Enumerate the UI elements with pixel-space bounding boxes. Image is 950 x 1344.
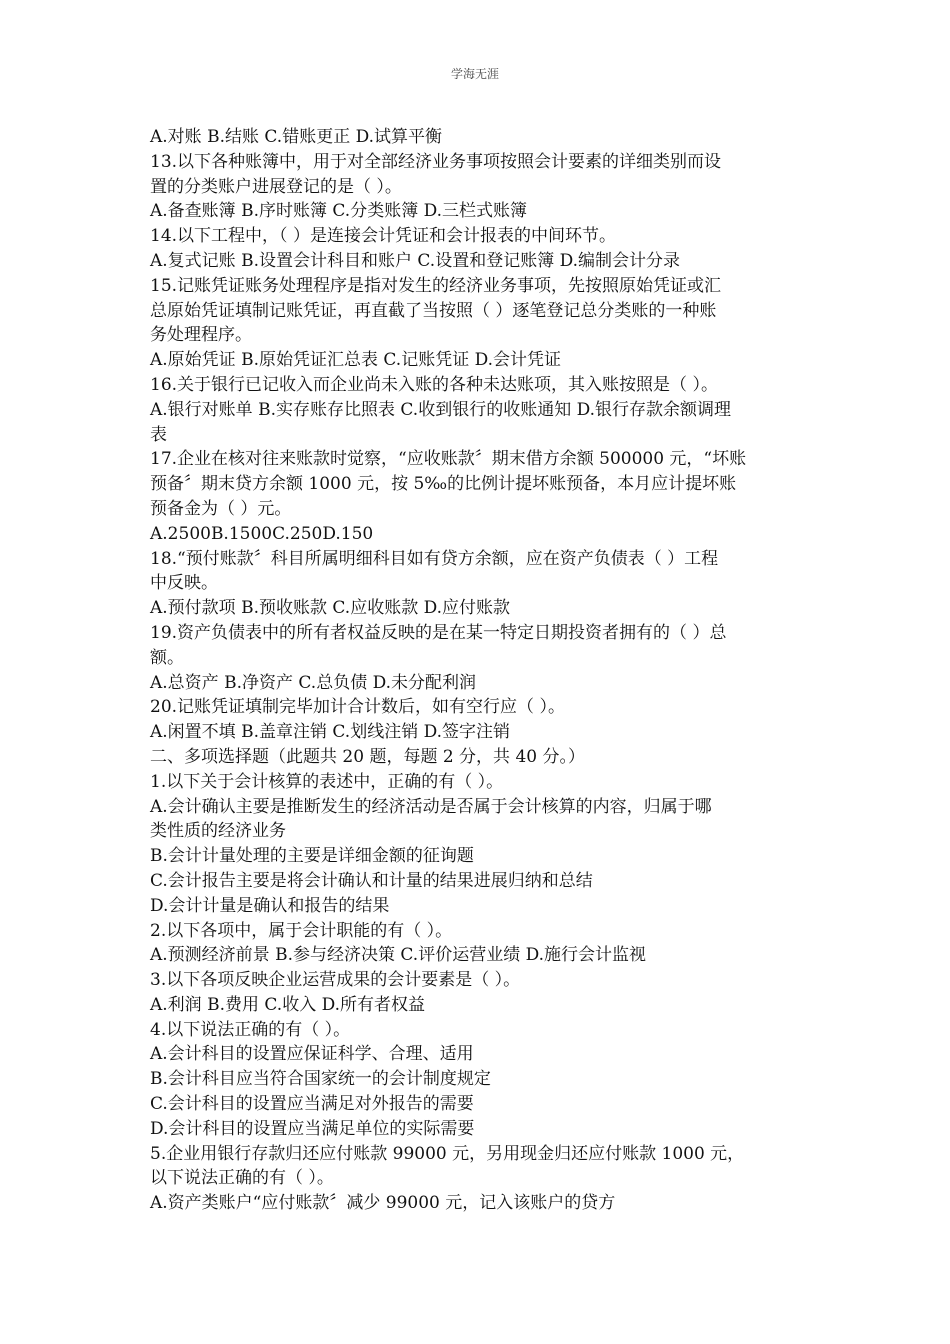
- text-line: 额。: [150, 647, 184, 668]
- text-line: 类性质的经济业务: [150, 821, 286, 842]
- text-line: C.会计报告主要是将会计确认和计量的结果进展归纳和总结: [150, 870, 593, 891]
- text-line: A.总资产 B.净资产 C.总负债 D.未分配利润: [150, 672, 477, 693]
- text-line: 以下说法正确的有（ ）。: [150, 1168, 334, 1189]
- text-line: 中反映。: [150, 573, 218, 594]
- text-line: 18.“预付账款〞科目所属明细科目如有贷方余额，应在资产负债表（ ）工程: [150, 548, 719, 569]
- text-line: A.对账 B.结账 C.错账更正 D.试算平衡: [150, 127, 443, 147]
- text-line: 预备金为（ ）元。: [150, 498, 292, 519]
- text-line: 务处理程序。: [150, 325, 252, 346]
- document-body: [150, 125, 800, 1216]
- text-line: A.银行对账单 B.实存账存比照表 C.收到银行的收账通知 D.银行存款余额调理: [150, 399, 732, 420]
- page-header: 学海无涯: [450, 67, 499, 81]
- text-line: A.利润 B.费用 C.收入 D.所有者权益: [150, 994, 426, 1015]
- text-line: A.预测经济前景 B.参与经济决策 C.评价运营业绩 D.施行会计监视: [150, 945, 647, 966]
- text-line: 预备〞期末贷方余额 1000 元，按 5‰的比例计提坏账预备，本月应计提坏账: [150, 474, 737, 495]
- text-line: A.资产类账户“应付账款〞减少 99000 元，记入该账户的贷方: [150, 1193, 616, 1214]
- text-line: 4.以下说法正确的有（ ）。: [150, 1019, 351, 1040]
- text-line: A.闲置不填 B.盖章注销 C.划线注销 D.签字注销: [150, 722, 511, 743]
- text-line: 1.以下关于会计核算的表述中，正确的有（ ）。: [150, 771, 504, 792]
- text-line: 20.记账凭证填制完毕加计合计数后，如有空行应（ ）。: [150, 697, 565, 718]
- text-line: D.会计科目的设置应当满足单位的实际需要: [150, 1118, 475, 1139]
- text-line: 2.以下各项中，属于会计职能的有（ ）。: [150, 920, 453, 941]
- text-line: 总原始凭证填制记账凭证，再直截了当按照（ ）逐笔登记总分类账的一种账: [150, 300, 717, 321]
- text-line: B.会计计量处理的主要是详细金额的征询题: [150, 846, 474, 867]
- text-line: 13.以下各种账簿中，用于对全部经济业务事项按照会计要素的详细类别而设: [150, 151, 722, 172]
- text-line: A.会计科目的设置应保证科学、合理、适用: [150, 1044, 474, 1065]
- text-line: C.会计科目的设置应当满足对外报告的需要: [150, 1094, 474, 1115]
- text-line: A.复式记账 B.设置会计科目和账户 C.设置和登记账簿 D.编制会计分录: [150, 250, 681, 271]
- text-line: A.2500B.1500C.250D.150: [150, 523, 374, 544]
- text-line: 5.企业用银行存款归还应付账款 99000 元，另用现金归还应付账款 1000 元，: [150, 1143, 745, 1164]
- text-line: 16.关于银行已记收入而企业尚未入账的各种未达账项，其入账按照是（ ）。: [150, 374, 718, 395]
- text-line: 置的分类账户进展登记的是（ ）。: [150, 176, 402, 197]
- section-heading: 二、多项选择题（此题共 20 题，每题 2 分，共 40 分。）: [150, 746, 586, 767]
- text-line: A.备查账簿 B.序时账簿 C.分类账簿 D.三栏式账簿: [150, 201, 528, 222]
- text-line: B.会计科目应当符合国家统一的会计制度规定: [150, 1069, 491, 1090]
- text-line: 19.资产负债表中的所有者权益反映的是在某一特定日期投资者拥有的（ ）总: [150, 622, 727, 643]
- text-line: 3.以下各项反映企业运营成果的会计要素是（ ）。: [150, 970, 521, 991]
- text-line: A.会计确认主要是推断发生的经济活动是否属于会计核算的内容，归属于哪: [150, 796, 712, 817]
- text-line: 14.以下工程中，（ ）是连接会计凭证和会计报表的中间环节。: [150, 226, 616, 247]
- text-line: D.会计计量是确认和报告的结果: [150, 895, 390, 916]
- text-line: 表: [150, 424, 167, 445]
- text-line: A.预付款项 B.预收账款 C.应收账款 D.应付账款: [150, 598, 511, 619]
- text-line: A.原始凭证 B.原始凭证汇总表 C.记账凭证 D.会计凭证: [150, 350, 562, 371]
- text-line: 17.企业在核对往来账款时觉察，“应收账款〞期末借方余额 500000 元，“坏账: [150, 449, 747, 470]
- text-line: 15.记账凭证账务处理程序是指对发生的经济业务事项，先按照原始凭证或汇: [150, 275, 722, 296]
